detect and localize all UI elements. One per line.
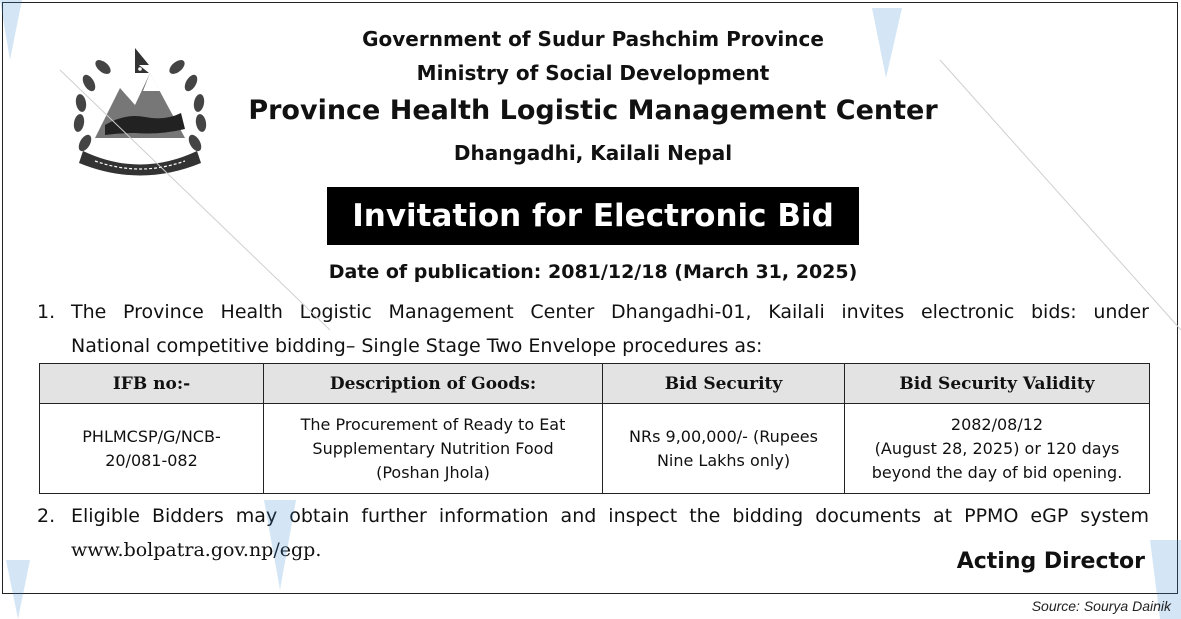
bolpatra-url[interactable]: www.bolpatra.gov.np/egp. [71,539,322,561]
notice-title: Invitation for Electronic Bid [327,187,859,245]
cell-line: (Poshan Jhola) [376,462,490,482]
header-description: Description of Goods: [264,364,603,404]
table-row [40,404,1150,494]
bid-table [39,363,1150,494]
cell-line: 2082/08/12 [950,414,1044,434]
header-bid-security-validity: Bid Security Validity [845,364,1150,404]
cell-description [264,404,603,494]
cell-line: 20/081-082 [105,450,198,470]
cell-bid-security [603,404,845,494]
header-bid-security: Bid Security [603,364,845,404]
header-ifb-no: IFB no:- [40,364,264,404]
bid-notice [2,2,1178,594]
cell-line: (August 28, 2025) or 120 days [874,438,1120,458]
header-address: Dhangadhi, Kailali Nepal [453,141,733,165]
paragraph-1 [37,295,1149,363]
cell-line: PHLMCSP/G/NCB- [82,426,221,446]
paragraph-1-line-2: National competitive bidding– Single Stage Two Envelope procedures as: [71,335,763,357]
paragraph-number: 1. [37,301,56,323]
paragraph-1-line-1: The Province Health Logistic Management Center Dhangadhi-01, Kailali invites electronic bids: under [71,301,1149,323]
nepal-coat-of-arms-icon [65,43,215,183]
cell-line: NRs 9,00,000/- (Rupees [629,426,818,446]
cell-line: beyond the day of bid opening. [871,462,1123,482]
paragraph-number: 2. [37,505,56,527]
cell-line: The Procurement of Ready to Eat [300,414,566,434]
cell-ifb-no [40,404,264,494]
header-government: Government of Sudur Pashchim Province [362,27,824,51]
source-credit: Source: Sourya Dainik [1031,598,1171,614]
table-header-row [40,364,1150,404]
paragraph-2-line-1: Eligible Bidders may obtain further information and inspect the bidding documents at PPMO eGP system [71,505,1149,527]
header-center: Province Health Logistic Management Center [248,95,938,126]
cell-line: Nine Lakhs only) [656,450,791,470]
header-ministry: Ministry of Social Development [416,61,770,85]
signature-title: Acting Director [956,549,1145,574]
cell-line: Supplementary Nutrition Food [312,438,554,458]
cell-bid-security-validity [845,404,1150,494]
publication-date: Date of publication: 2081/12/18 (March 31, 2025) [328,261,858,283]
